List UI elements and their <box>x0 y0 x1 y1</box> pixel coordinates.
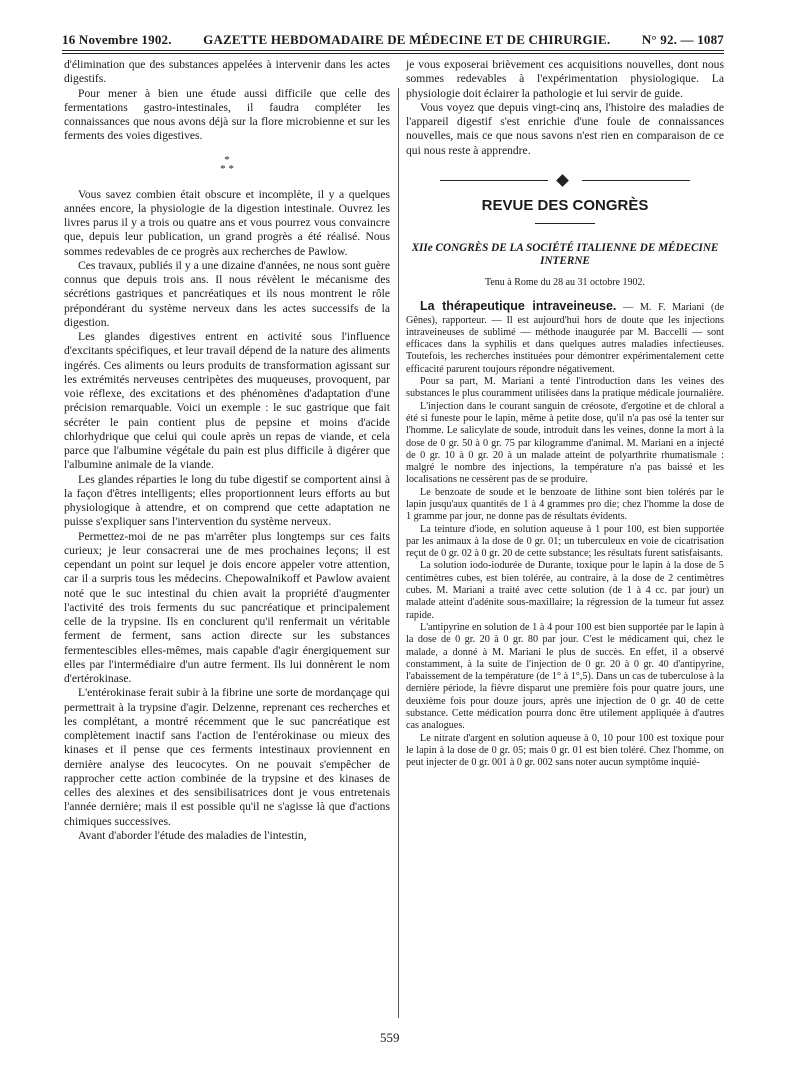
header-issue: N° 92. — 1087 <box>641 32 724 47</box>
paragraph: L'entérokinase ferait subir à la fibrine une sorte de mordançage qui permettrait à la trypsine d'agir. Delzenne, reprenant ces recherches et les complétant, a montré récemment que le suc pancréatique est complètement inactif sans l'action de l'entérokinase ou mieux des kinases et il pense que ces ferments intestinaux proviennent en dernière analyse des leucocytes. On ne pouvait s'empêcher de rapprocher cette action combinée de la trypsine et des kinases de celles des alexines et des sensibilisatrices dont je vous entretenais l'année dernière; mais il est possible qu'il ne s'agisse là que d'actions chimiques successives. <box>64 686 390 828</box>
section-title: REVUE DES CONGRÈS <box>481 196 649 214</box>
paragraph: Le nitrate d'argent en solution aqueuse à 0, 10 pour 100 est toxique pour le lapin à la dose de 0 gr. 05; mais 0 gr. 01 est bien toléré. Chez l'homme, on peut injecter de 0 gr. 001 à 0 gr. 002 sans noter aucun symptôme inquié- <box>406 732 724 769</box>
paragraph: Le benzoate de soude et le benzoate de lithine sont bien tolérés par le lapin jusqu'aux quantités de 1 à 4 grammes pro die; chez l'homme la dose de 1 gramme par jour, ne donne pas de résultats évidents. <box>406 486 724 523</box>
paragraph: Avant d'aborder l'étude des maladies de l'intestin, <box>78 828 307 842</box>
right-column <box>406 58 724 770</box>
paragraph: Ces travaux, publiés il y a une dizaine d'années, ne nous sont guère connus que depuis trois ans. Il nous révèlent le mécanisme des sécrétions gastriques et pancréatiques et ils nous montrent le rôle prépondérant du système nerveux dans les actes successifs de la digestion. <box>64 258 390 329</box>
paragraph: — M. F. Mariani (de Gênes), rapporteur. — Il est aujourd'hui hors de doute que les injections intraveineuses de sublimé — méthode inaugurée par M. Baccelli — sont efficaces dans la syphilis et dans quelques autres maladies infectieuses. Toutefois, les recherches instituées pour démontrer expérimentalement cette efficacité parurent toujours répondre négativement. <box>406 302 725 375</box>
title-rule <box>535 223 595 224</box>
asterism-ornament: * * * <box>220 153 234 175</box>
running-header <box>62 32 724 48</box>
paragraph: d'élimination que des substances appelées à intervenir dans les actes digestifs. <box>64 58 390 86</box>
header-date: 16 Novembre 1902. <box>62 32 172 47</box>
paragraph: La solution iodo-iodurée de Durante, toxique pour le lapin à la dose de 5 centimètres cubes, est bien tolérée, au contraire, à la dose de 2 centimètres cubes. M. Mariani a traité avec cette solution (de 1 à 4 cc. par jour) un malade atteint d'adénite sous-maxillaire; la régression de la tumeur fut assez rapide. <box>406 560 724 621</box>
paragraph: Vous savez combien était obscure et incomplète, il y a quelques années encore, la physiologie de la digestion intestinale. Ouvrez les livres parus il y a trois ou quatre ans et vous pourrez vous convaincre que, depuis leur publication, un grand progrès a été réalisé. Nous sommes redevables de ce progrès aux recherches de Pawlow. <box>64 187 390 258</box>
header-journal: GAZETTE HEBDOMADAIRE DE MÉDECINE ET DE CHIRURGIE. <box>203 32 611 47</box>
paragraph: Les glandes réparties le long du tube digestif se comportent ainsi à la façon d'êtres intelligents; elles proportionnent leurs efforts au but physiologique à attendre, et on comprend que cette adaptation ne puisse s'expliquer sans l'intervention du système nerveux. <box>64 472 390 529</box>
paragraph: L'antipyrine en solution de 1 à 4 pour 100 est bien supportée par le lapin à la dose de 0 gr. 20 à 0 gr. 80 par jour. C'est le médicament qui, chez le malade, a donné à M. Mariani le plus de succès. En effet, il a observé constamment, à la suite de l'injection de 0 gr. 20 à 0 gr. 40 d'antipyrine, l'abaissement de la température (de 1° à 1°,5). Dans un cas de tuberculose à la dernière période, la fièvre disparut une première fois pour quatre jours, une deuxième fois pour douze jours, après une injection de 0 gr. 40 de cette substance. Cette médication pourra donc être utilement appliquée à d'autres cas analogues. <box>406 621 724 732</box>
paragraph: Pour sa part, M. Mariani a tenté l'introduction dans les veines des substances le plus couramment utilisées dans la pratique médicale journalière. <box>406 376 724 400</box>
section-separator <box>440 176 690 185</box>
paragraph: La teinture d'iode, en solution aqueuse à 1 pour 100, est bien supportée par les animaux à la dose de 0 gr. 01; un tuberculeux en voie de cicatrisation reçut de 0 gr. 02 à 0 gr. 20 de cette substance; les résultats furent satisfaisants. <box>406 523 724 560</box>
left-column <box>64 58 390 843</box>
paragraph: Pour mener à bien une étude aussi difficile que celle des fermentations gastro-intestinales, il faudra compléter les connaissances que nous avons déjà sur la flore microbienne et sur les ferments des voies digestives. <box>64 86 390 143</box>
header-rule <box>62 50 724 51</box>
header-rule-double <box>62 53 724 54</box>
paragraph: Vous voyez que depuis vingt-cinq ans, l'histoire des maladies de l'appareil digestif s'est enrichie d'une foule de connaissances nouvelles, mais ce que nous savons n'est rien en comparaison de ce qui nous reste à apprendre. <box>406 100 724 157</box>
paragraph: Les glandes digestives entrent en activité sous l'influence d'excitants spécifiques, et leur travail dépend de la nature des aliments ingérés. Ces aliments ou leurs produits de transformation agissant sur les extrémités nerveuses centripètes des muqueuses, provoquent, par voie réflexe, des excitations et des phénomènes d'adaptation d'une précision remarquable. Voici un exemple : le suc gastrique que fait sécréter le pain contient plus de pepsine et moins d'acide chlorhydrique que celui qui coule après un repas de viande, et cela parce que l'albumine végétale du pain est plus difficile à digérer que l'albumine animale de la viande. <box>64 330 390 472</box>
congress-title: XIIe CONGRÈS DE LA SOCIÉTÉ ITALIENNE DE MÉDECINE INTERNE <box>411 242 719 267</box>
congress-report <box>406 300 724 769</box>
paragraph: L'injection dans le courant sanguin de créosote, d'ergotine et de chloral a été si funeste pour le lapin, même à petite dose, qu'il n'a pas osé la tenter sur l'homme. Le salicylate de soude, introduit dans les veines, donne la mort à la dose de 0 gr. 50 à 0 gr. 75 par kilogramme d'animal. M. Mariani en a injecté de 0 gr. 10 à 0 gr. 20 à un malade atteint de polyarthrite rhumatismale : malgré le nombre des injections, la température n'a pas baissé et les localisations ne cessèrent pas de se produire. <box>406 400 724 486</box>
page-number: 559 <box>380 1030 400 1045</box>
paragraph: Permettez-moi de ne pas m'arrêter plus longtemps sur ces faits curieux; je leur consacrerai une de mes prochaines leçons; il est cependant un point sur lequel je dois encore appeler votre attention, car il a surpris tous les médecins. Chepowalnikoff et Pawlow avaient noté que le suc intestinal du chien avait la propriété d'augmenter l'activité des trois ferments du suc pancréatique et principalement celle de la trypsine. Ils en conclurent qu'il renfermait un véritable ferment de ferment, sans action directe sur les substances fermentescibles elles-mêmes, mais capable d'agir énergiquement sur elles par l'intermédiaire d'un autre ferment. Ils lui donnèrent le nom d'ertérokinase. <box>64 529 390 685</box>
paragraph: je vous exposerai brièvement ces acquisitions nouvelles, dont nous sommes redevables à l'expérimentation physiologique. La physiologie doit éclairer la pathologie et lui servir de guide. <box>406 58 724 100</box>
congress-dates: Tenu à Rome du 28 au 31 octobre 1902. <box>484 277 646 288</box>
column-divider <box>398 88 399 1018</box>
report-heading: La thérapeutique intraveineuse. <box>420 299 617 314</box>
